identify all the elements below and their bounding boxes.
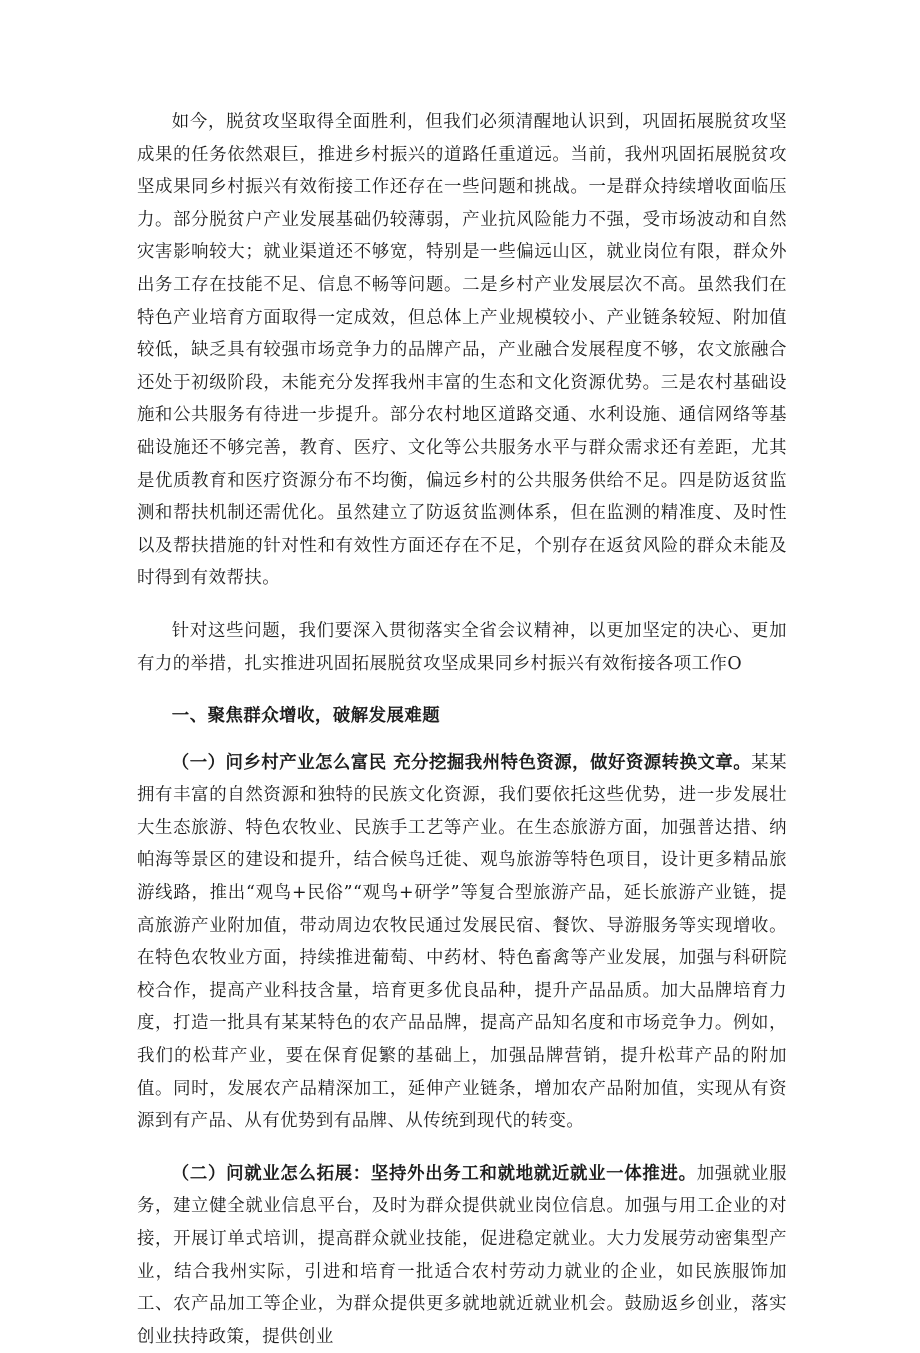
paragraph-response: 针对这些问题，我们要深入贯彻落实全省会议精神，以更加坚定的决心、更加有力的举措，扎实推进巩固拓展脱贫攻坚成果同乡村振兴有效衔接各项工作O [137,620,787,674]
paragraph-industry-body: 某某拥有丰富的自然资源和独特的民族文化资源，我们要依托这些优势，进一步发展壮大生态旅游、特色农牧业、民族手工艺等产业。在生态旅游方面，加强普达措、纳帕海等景区的建设和提升，结合候鸟迁徙、观鸟旅游等特色项目，设计更多精品旅游线路，推出“观鸟+民俗”“观鸟+研学”等复合型旅游产品，延长旅游产业链，提高旅游产业附加值，带动周边农牧民通过发展民宿、餐饮、导游服务等实现增收。在特色农牧业方面，持续推进葡萄、中药材、特色畜禽等产业发展，加强与科研院校合作，提高产业科技含量，培育更多优良品种，提升产品品质。加大品牌培育力度，打造一批具有某某特色的农产品品牌，提高产品知名度和市场竞争力。例如，我们的松茸产业，要在保育促繁的基础上，加强品牌营销，提升松茸产品的附加值。同时，发展农产品精深加工，延伸产业链条，增加农产品附加值，实现从有资源到有产品、从有优势到有品牌、从传统到现代的转变。 [137,752,787,1132]
subsection-title-industry: （一）问乡村产业怎么富民 充分挖掘我州特色资源，做好资源转换文章。 [171,752,752,773]
paragraph-employment-body: 加强就业服务，建立健全就业信息平台，及时为群众提供就业岗位信息。加强与用工企业的对接，开展订单式培训，提高群众就业技能，促进稳定就业。大力发展劳动密集型产业，结合我州实际，引进和培育一批适合农村劳动力就业的企业，如民族服饰加工、农产品加工等企业，为群众提供更多就地就近就业机会。鼓励返乡创业，落实创业扶持政策，提供创业 [137,1163,787,1347]
section-heading-1: 一、聚焦群众增收，破解发展难题 [171,706,441,727]
document-page [137,106,787,1353]
subsection-title-employment: （二）问就业怎么拓展：坚持外出务工和就地就近就业一体推进。 [171,1163,697,1184]
paragraph-industry [137,747,787,1138]
paragraph-employment [137,1158,787,1353]
paragraph-challenges: 如今，脱贫攻坚取得全面胜利，但我们必须清醒地认识到，巩固拓展脱贫攻坚成果的任务依然艰巨，推进乡村振兴的道路任重道远。当前，我州巩固拓展脱贫攻坚成果同乡村振兴有效衔接工作还存在一些问题和挑战。一是群众持续增收面临压力。部分脱贫户产业发展基础仍较薄弱，产业抗风险能力不强，受市场波动和自然灾害影响较大；就业渠道还不够宽，特别是一些偏远山区，就业岗位有限，群众外出务工存在技能不足、信息不畅等问题。二是乡村产业发展层次不高。虽然我们在特色产业培育方面取得一定成效，但总体上产业规模较小、产业链条较短、附加值较低，缺乏具有较强市场竞争力的品牌产品，产业融合发展程度不够，农文旅融合还处于初级阶段，未能充分发挥我州丰富的生态和文化资源优势。三是农村基础设施和公共服务有待进一步提升。部分农村地区道路交通、水利设施、通信网络等基础设施还不够完善，教育、医疗、文化等公共服务水平与群众需求还有差距，尤其是优质教育和医疗资源分布不均衡，偏远乡村的公共服务供给不足。四是防返贫监测和帮扶机制还需优化。虽然建立了防返贫监测体系，但在监测的精准度、及时性以及帮扶措施的针对性和有效性方面还存在不足，个别存在返贫风险的群众未能及时得到有效帮扶。 [137,112,787,589]
